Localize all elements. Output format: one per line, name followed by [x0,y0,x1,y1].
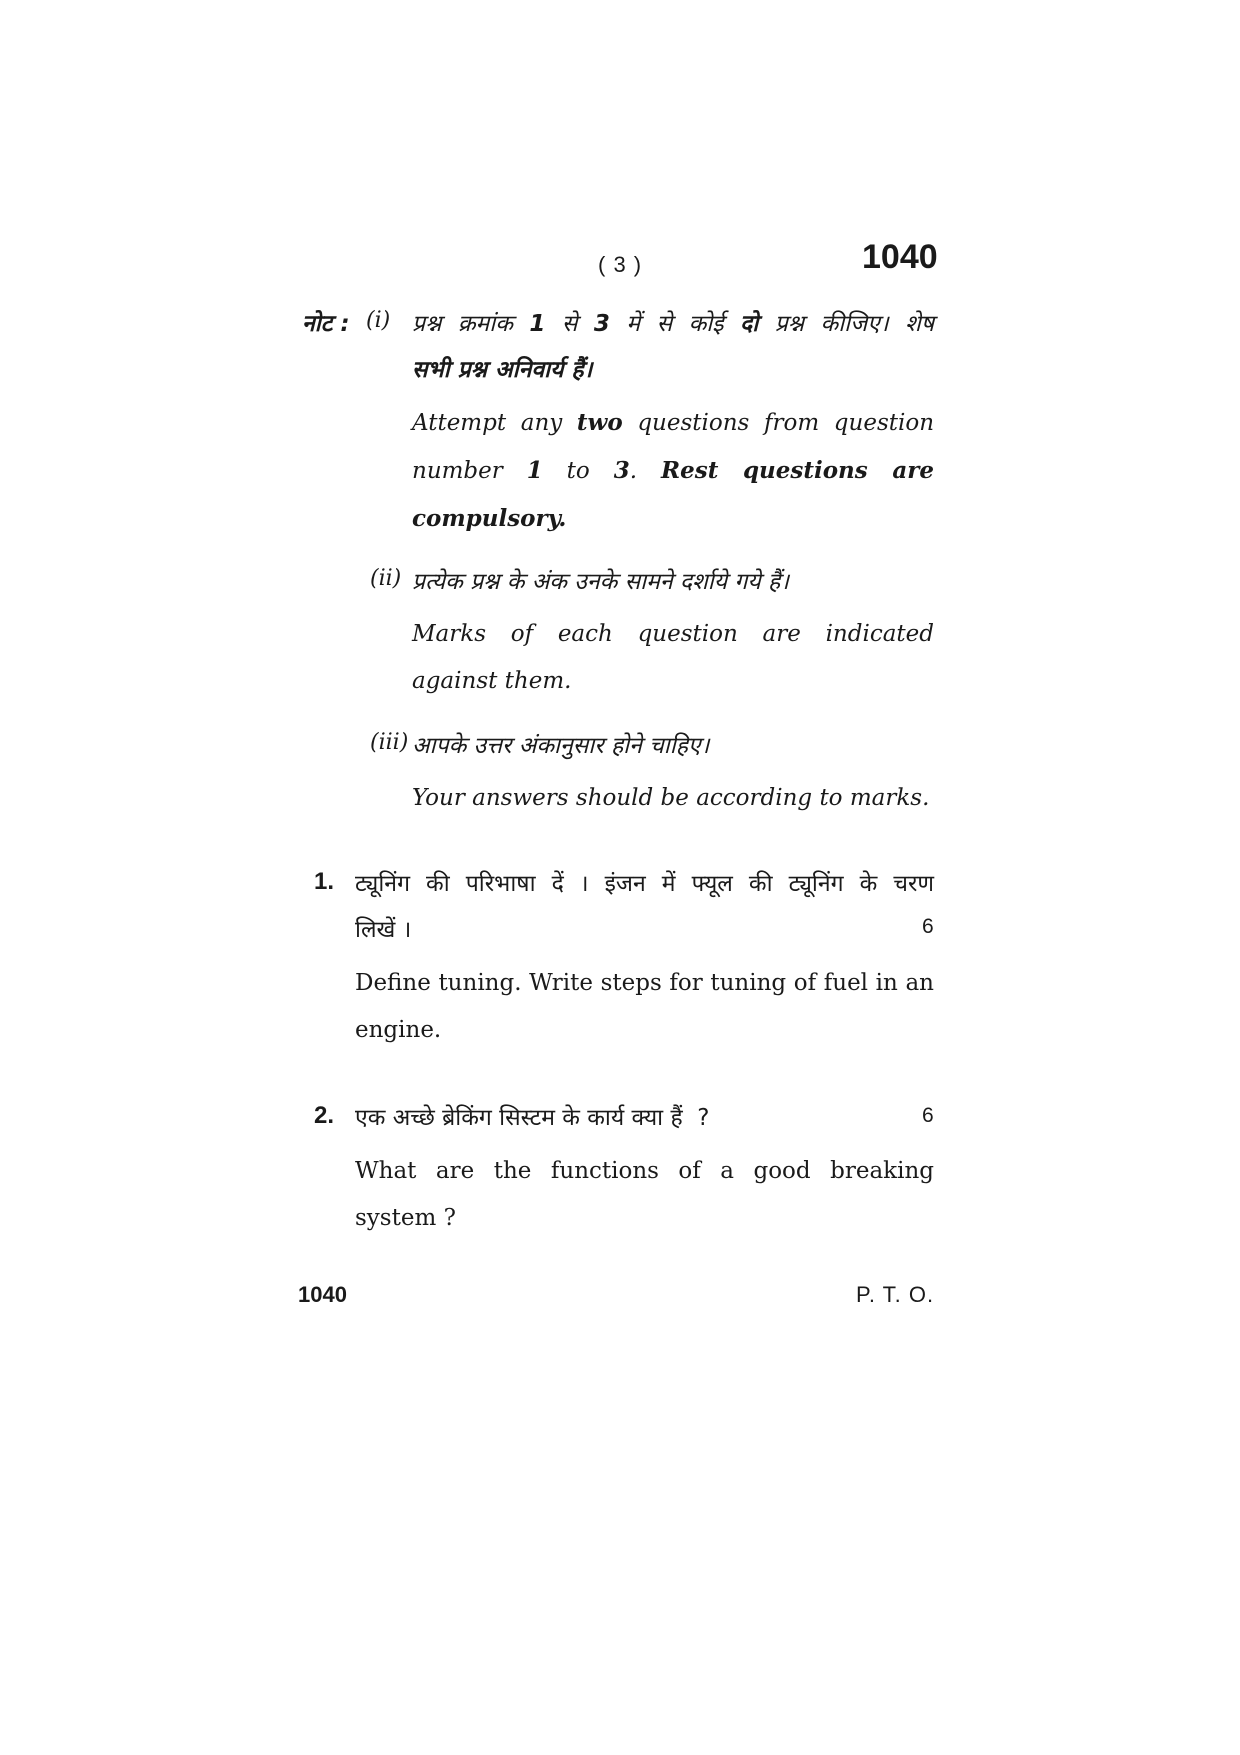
question-1-number: 1. [314,868,335,895]
question-2-hindi: एक अच्छे ब्रेकिंग सिस्टम के कार्य क्या हैं ? [355,1105,710,1131]
page-number: ( 3 ) [598,252,643,277]
note-item-2-hindi: प्रत्येक प्रश्न के अंक उनके सामने दर्शाये गये हैं। [412,569,789,595]
question-1-english: Define tuning. Write steps for tuning of fuel in an engine. [355,970,934,1043]
note-label: नोट : [302,311,350,337]
paper-code-header: 1040 [862,238,938,276]
question-1-hindi-line1: ट्यूनिंग की परिभाषा दें । इंजन में फ्यूल की ट्यूनिंग के चरण [355,871,934,897]
question-1-hindi-line2: लिखें । [355,917,412,943]
note-item-2-number: (ii) [370,566,402,591]
note-item-3-number: (iii) [370,730,409,755]
note-item-1-english: Attempt any two questions from question number 1 to 3. Rest questions are compulsory. [412,409,935,532]
note-item-3-english: Your answers should be according to marks. [412,785,930,811]
question-2-marks: 6 [922,1104,934,1127]
please-turn-over: P. T. O. [856,1282,935,1307]
note-item-1-hindi-line1: प्रश्न क्रमांक 1 से 3 में से कोई दो प्रश्न कीजिए। शेष [412,311,935,337]
paper-code-footer: 1040 [298,1282,347,1307]
note-item-1-hindi-line2: सभी प्रश्न अनिवार्य हैं। [412,357,593,383]
note-item-1-number: (i) [366,308,391,333]
question-2-english: What are the functions of a good breaking system ? [355,1158,934,1231]
question-1-marks: 6 [922,915,934,938]
question-2-number: 2. [314,1102,335,1129]
note-item-3-hindi: आपके उत्तर अंकानुसार होने चाहिए। [412,733,710,759]
note-item-2-english: Marks of each question are indicated against them. [412,621,934,694]
